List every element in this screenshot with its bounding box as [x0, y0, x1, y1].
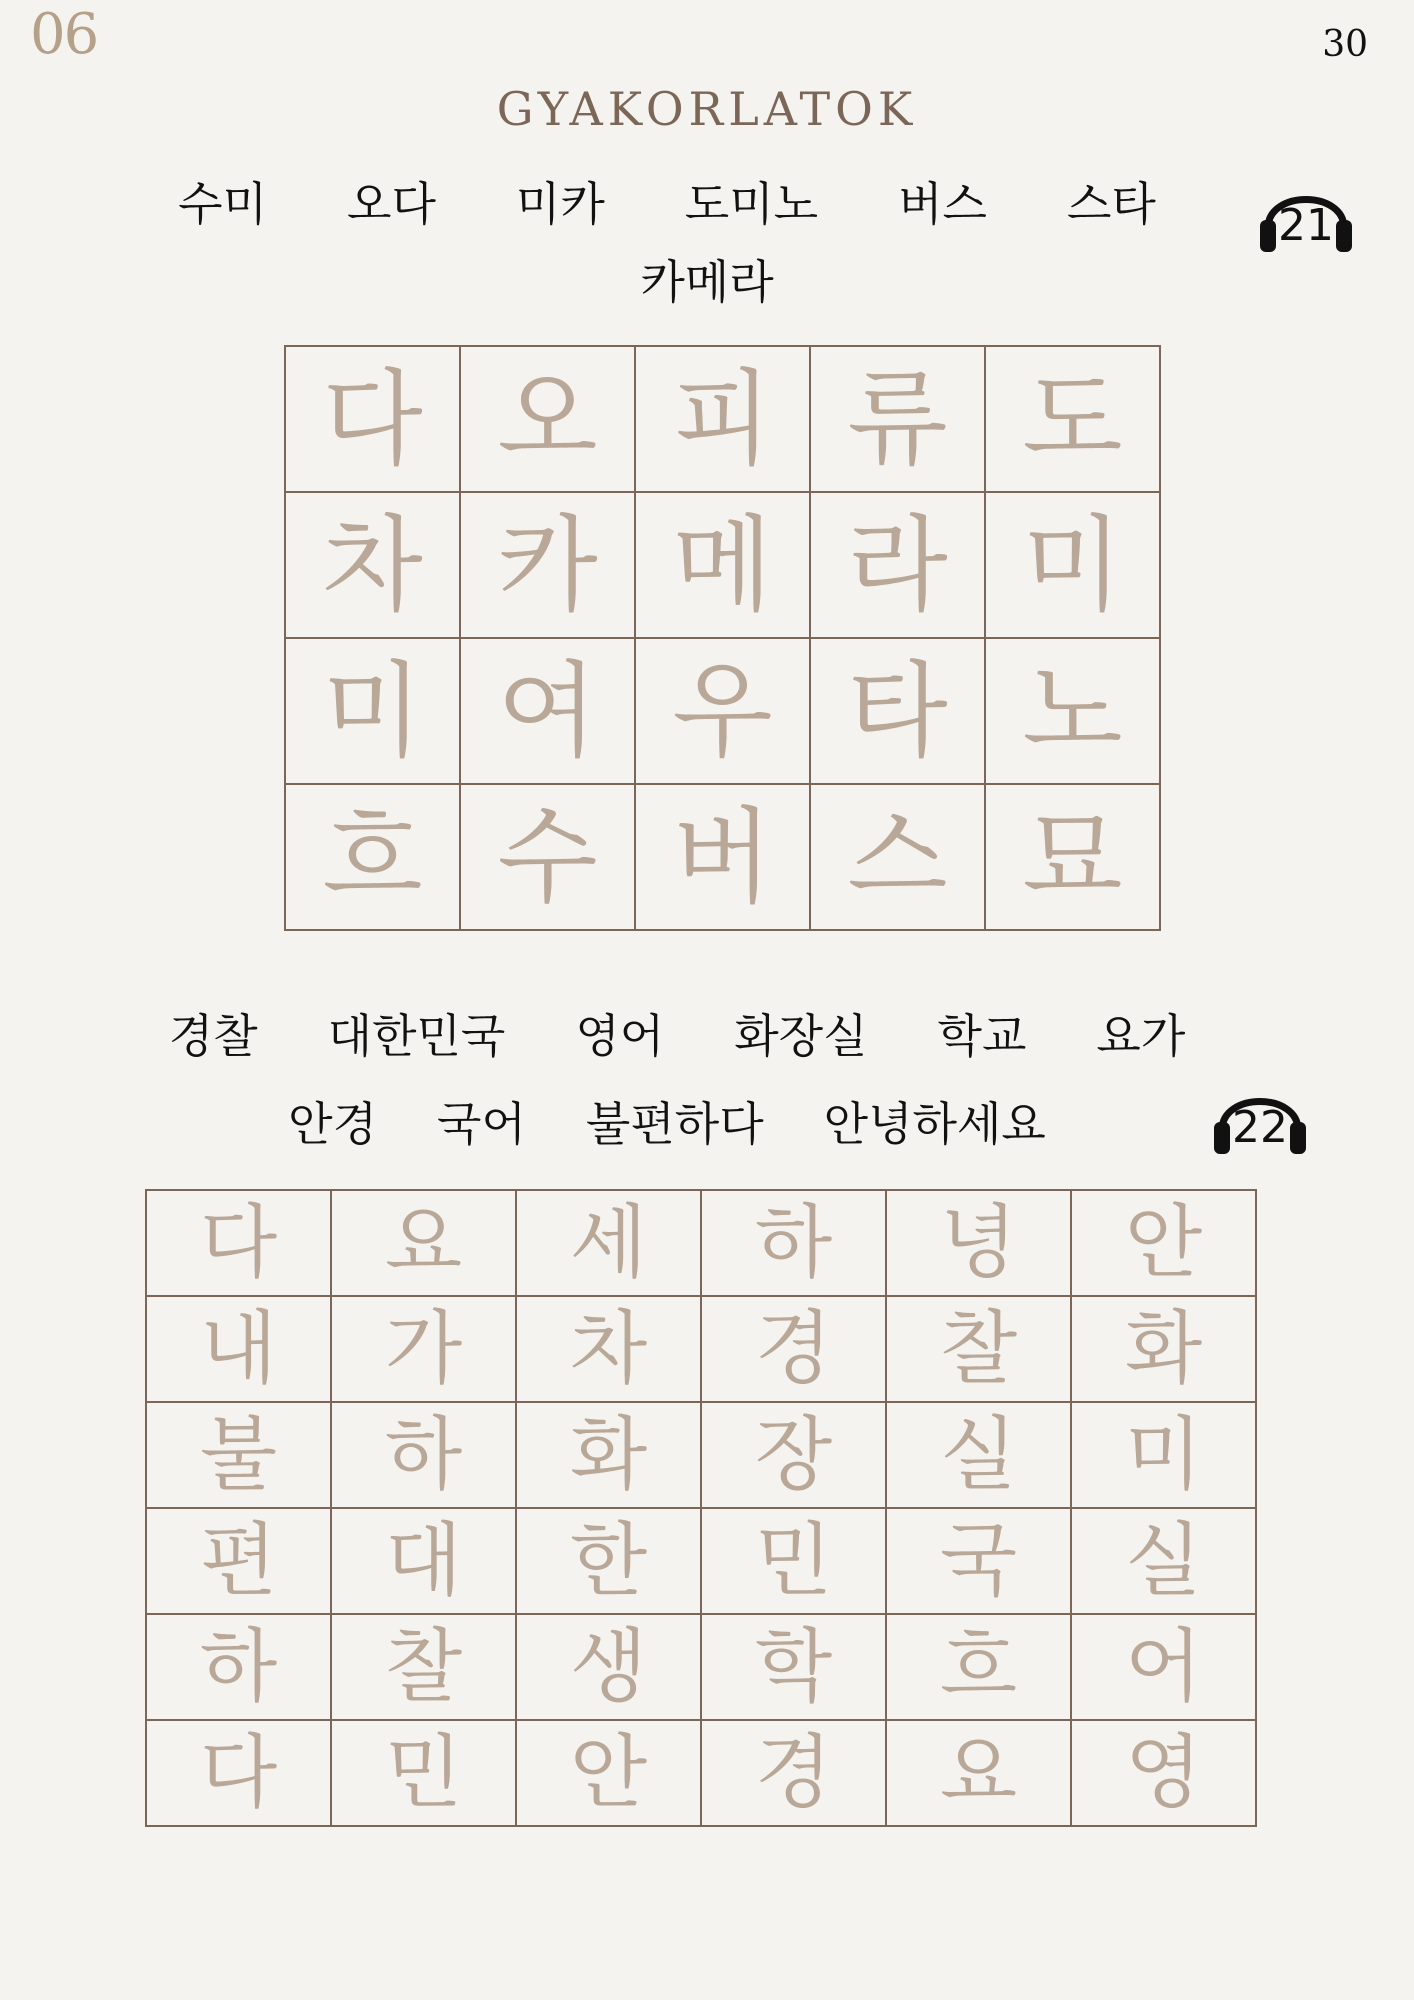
grid-cell[interactable]: 경	[701, 1720, 886, 1826]
word: 안경	[288, 1097, 378, 1151]
grid-cell[interactable]: 찰	[331, 1614, 516, 1720]
grid-cell[interactable]: 메	[635, 492, 810, 638]
word: 영어	[575, 1009, 665, 1063]
grid-row	[146, 1296, 1256, 1402]
grid-cell[interactable]: 다	[285, 346, 460, 492]
grid-row	[285, 346, 1160, 492]
grid-row	[146, 1402, 1256, 1508]
word: 대한민국	[327, 1009, 506, 1063]
grid-cell[interactable]: 학	[701, 1614, 886, 1720]
grid-cell[interactable]: 피	[635, 346, 810, 492]
grid-row	[146, 1508, 1256, 1614]
exercise1-word-list-line1	[0, 168, 1374, 234]
grid-cell[interactable]: 다	[146, 1720, 331, 1826]
grid-cell[interactable]: 한	[516, 1508, 701, 1614]
grid-row	[285, 784, 1160, 930]
grid-cell[interactable]: 미	[985, 492, 1160, 638]
grid-cell[interactable]: 차	[285, 492, 460, 638]
word: 국어	[437, 1097, 526, 1151]
grid-cell[interactable]: 우	[635, 638, 810, 784]
grid-cell[interactable]: 안	[516, 1720, 701, 1826]
exercise2-letter-grid	[145, 1189, 1257, 1827]
word: 화장실	[734, 1009, 868, 1063]
audio-track-number: 22	[1232, 1102, 1288, 1153]
exercise2-word-list-line2	[0, 1088, 1374, 1154]
grid-cell[interactable]: 요	[331, 1190, 516, 1296]
grid-cell[interactable]: 실	[1071, 1508, 1256, 1614]
grid-cell[interactable]: 하	[701, 1190, 886, 1296]
grid-cell[interactable]: 실	[886, 1402, 1071, 1508]
word: 수미	[178, 177, 268, 231]
word: 안녕하세요	[823, 1097, 1046, 1151]
grid-cell[interactable]: 카	[460, 492, 635, 638]
grid-cell[interactable]: 버	[635, 784, 810, 930]
word: 미카	[515, 177, 605, 231]
grid-cell[interactable]: 국	[886, 1508, 1071, 1614]
exercise1-word-list-line2	[0, 246, 1414, 312]
grid-cell[interactable]: 찰	[886, 1296, 1071, 1402]
word: 카메라	[640, 255, 774, 309]
page-title: GYAKORLATOK	[496, 82, 918, 136]
grid-cell[interactable]: 하	[331, 1402, 516, 1508]
audio-track-21[interactable]	[1258, 170, 1354, 254]
exercise1-letter-grid	[284, 345, 1161, 931]
grid-row	[146, 1614, 1256, 1720]
grid-cell[interactable]: 묘	[985, 784, 1160, 930]
grid-cell[interactable]: 경	[701, 1296, 886, 1402]
audio-track-22[interactable]	[1212, 1072, 1308, 1156]
grid-cell[interactable]: 다	[146, 1190, 331, 1296]
grid-cell[interactable]: 어	[1071, 1614, 1256, 1720]
grid-cell[interactable]: 노	[985, 638, 1160, 784]
grid-cell[interactable]: 흐	[285, 784, 460, 930]
grid-cell[interactable]: 미	[1071, 1402, 1256, 1508]
exercise2-word-list-line1	[0, 1000, 1384, 1066]
grid-cell[interactable]: 화	[516, 1402, 701, 1508]
grid-cell[interactable]: 라	[810, 492, 985, 638]
grid-cell[interactable]: 내	[146, 1296, 331, 1402]
grid-row	[146, 1720, 1256, 1826]
grid-cell[interactable]: 요	[886, 1720, 1071, 1826]
grid-cell[interactable]: 류	[810, 346, 985, 492]
grid-cell[interactable]: 대	[331, 1508, 516, 1614]
word: 버스	[898, 177, 987, 231]
grid-cell[interactable]: 차	[516, 1296, 701, 1402]
audio-track-number: 21	[1278, 200, 1334, 251]
grid-cell[interactable]: 여	[460, 638, 635, 784]
grid-cell[interactable]: 안	[1071, 1190, 1256, 1296]
grid-cell[interactable]: 흐	[886, 1614, 1071, 1720]
grid-cell[interactable]: 편	[146, 1508, 331, 1614]
word: 경찰	[168, 1009, 258, 1063]
word: 스타	[1066, 177, 1156, 231]
page-number: 30	[1322, 24, 1368, 65]
grid-cell[interactable]: 미	[285, 638, 460, 784]
grid-cell[interactable]: 영	[1071, 1720, 1256, 1826]
grid-cell[interactable]: 수	[460, 784, 635, 930]
word: 불편하다	[585, 1097, 764, 1151]
grid-cell[interactable]: 민	[331, 1720, 516, 1826]
grid-cell[interactable]: 가	[331, 1296, 516, 1402]
grid-cell[interactable]: 녕	[886, 1190, 1071, 1296]
grid-cell[interactable]: 장	[701, 1402, 886, 1508]
grid-row	[146, 1190, 1256, 1296]
grid-cell[interactable]: 도	[985, 346, 1160, 492]
chapter-number: 06	[30, 2, 98, 67]
grid-cell[interactable]: 오	[460, 346, 635, 492]
word: 오다	[347, 177, 436, 231]
grid-cell[interactable]: 민	[701, 1508, 886, 1614]
grid-cell[interactable]: 타	[810, 638, 985, 784]
grid-cell[interactable]: 스	[810, 784, 985, 930]
grid-cell[interactable]: 생	[516, 1614, 701, 1720]
grid-row	[285, 492, 1160, 638]
grid-row	[285, 638, 1160, 784]
word: 도미노	[684, 177, 819, 231]
word: 학교	[937, 1009, 1027, 1063]
grid-cell[interactable]: 화	[1071, 1296, 1256, 1402]
grid-cell[interactable]: 세	[516, 1190, 701, 1296]
word: 요가	[1096, 1009, 1186, 1063]
grid-cell[interactable]: 불	[146, 1402, 331, 1508]
grid-cell[interactable]: 하	[146, 1614, 331, 1720]
